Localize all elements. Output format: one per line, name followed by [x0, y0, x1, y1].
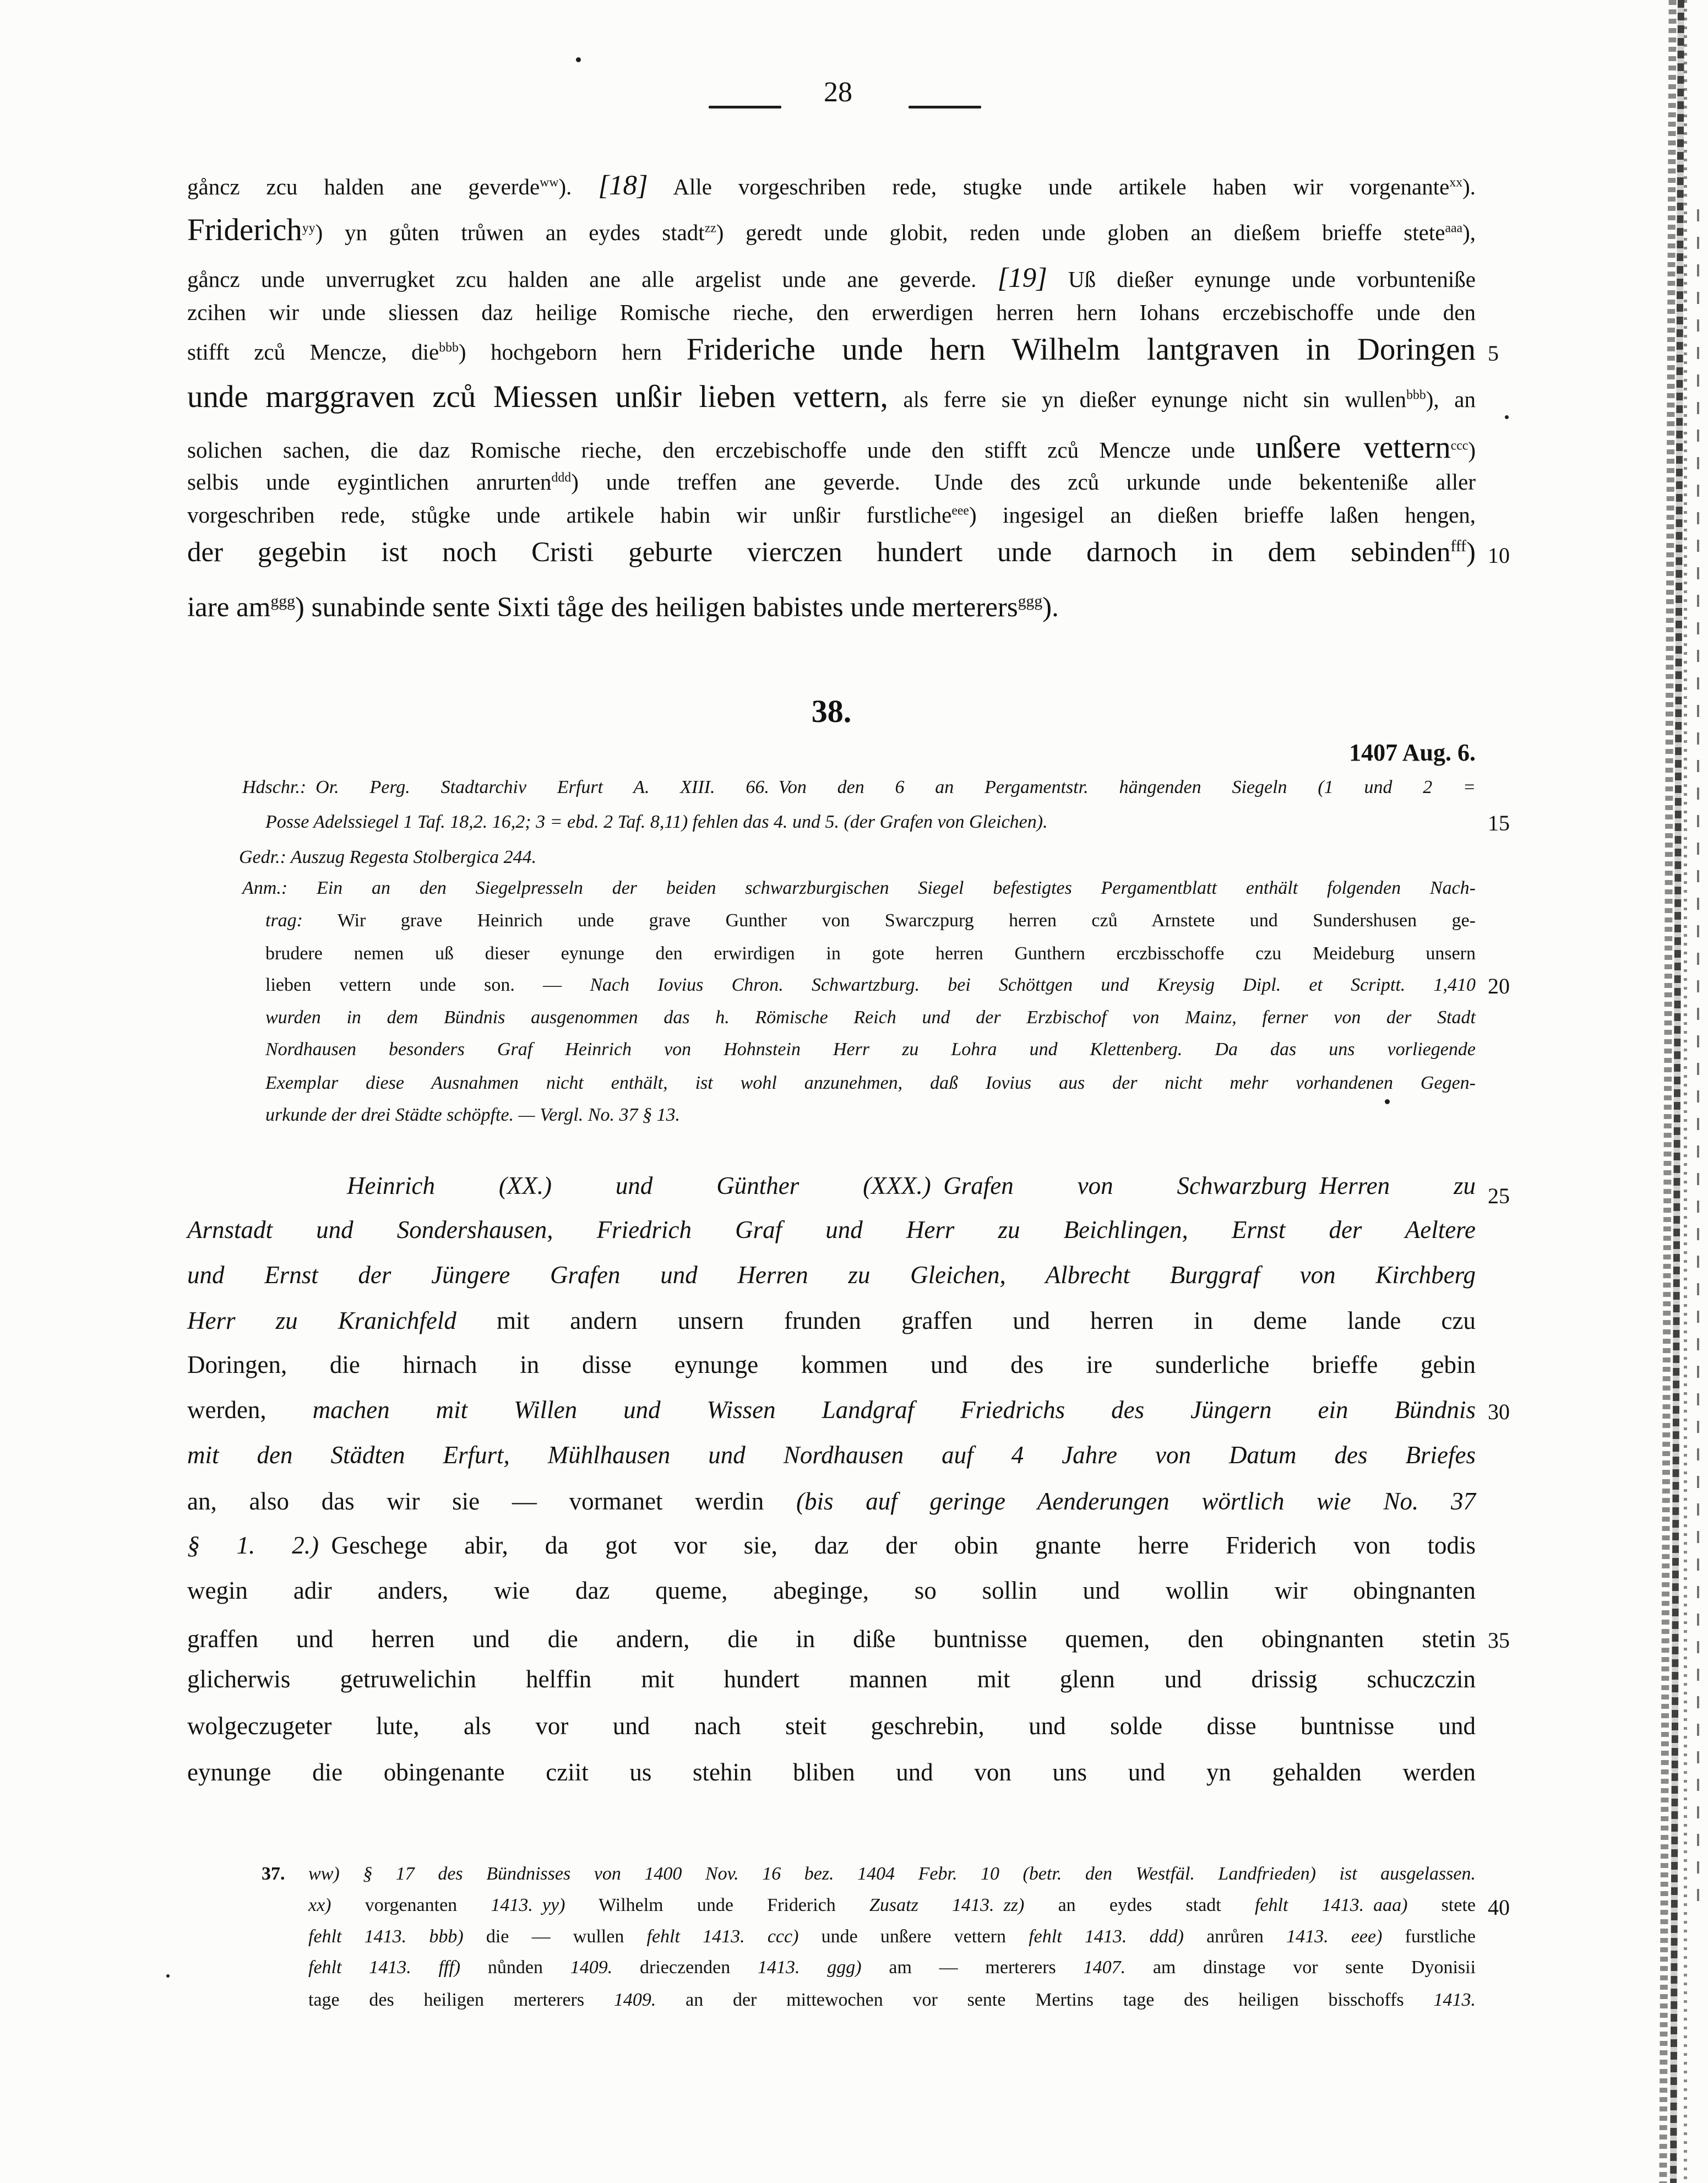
apparatus-line: trag: Wir grave Heinrich unde grave Gunther von Swarczpurg herren czů Arnstete und Sundershusen ge- [265, 910, 1476, 931]
margin-line-number: 15 [1488, 811, 1510, 835]
apparatus-line: lieben vettern unde son. — Nach Iovius Chron. Schwartzburg. bei Schöttgen und Kreysig Dipl. et Scriptt. 1,410 [265, 975, 1476, 995]
apparatus-line: urkunde der drei Städte schöpfte. — Vergl. No. 37 § 13. [265, 1105, 680, 1125]
apparatus-line: Posse Adelssiegel 1 Taf. 18,2. 16,2; 3 = ebd. 2 Taf. 8,11) fehlen das 4. und 5. (der Grafen von Gleichen). [265, 812, 1048, 832]
doc-text-line: § 1. 2.) Geschege abir, da got vor sie, daz der obin gnante herre Friderich von todis [187, 1532, 1476, 1559]
margin-line-number: 40 [1488, 1895, 1510, 1920]
transcription-line: gåncz zcu halden ane geverde$^{ww}$). [18] Alle vorgeschriben rede, stugke unde artikele haben wir vorgenante$^{xx}$). [187, 170, 1476, 200]
footnote-line: fehlt 1413. bbb) die — wullen fehlt 1413. ccc) unde unßere vettern fehlt 1413. ddd) anrůren 1413. eee) furstliche [308, 1926, 1476, 1947]
doc-text-line: wolgeczugeter lute, als vor und nach steit geschrebin, und solde disse buntnisse und [187, 1712, 1476, 1740]
transcription-line: selbis unde eygintlichen anrurten$^{ddd}$) unde treffen ane geverde. Unde des zců urkunde unde bekenteniße aller [187, 469, 1476, 495]
apparatus-line-hdschr: Hdschr.: Or. Perg. Stadtarchiv Erfurt A. XIII. 66. Von den 6 an Pergamentstr. hängenden Siegeln (1 und 2 = [242, 777, 1476, 797]
scan-artifact-stripe [1697, 209, 1699, 1916]
doc-text-line: mit den Städten Erfurt, Mühlhausen und Nordhausen auf 4 Jahre von Datum des Briefes [187, 1441, 1476, 1469]
doc-text-line: wegin adir anders, wie daz queme, abeginge, so sollin und wollin wir obingnanten [187, 1577, 1476, 1604]
doc-text-line: Herr zu Kranichfeld mit andern unsern frunden graffen und herren in deme lande czu [187, 1307, 1476, 1334]
doc-text-line: werden, machen mit Willen und Wissen Landgraf Friedrichs des Jüngern ein Bündnis [187, 1396, 1476, 1424]
scan-speck [576, 57, 581, 62]
transcription-line: zcihen wir unde sliessen daz heilige Romische rieche, den erwerdigen herren hern Iohans erczebischoffe unde den [187, 300, 1476, 325]
transcription-line: iare $am^{ggg}$) sunabinde sente Sixti tåge des heiligen babistes unde merterers$^{ggg}$). [187, 592, 1059, 623]
margin-line-number: 10 [1488, 543, 1510, 568]
footnote-line: 37. ww) § 17 des Bündnisses von 1400 Nov. 16 bez. 1404 Febr. 10 (betr. den Westfäl. Landfrieden) ist ausgelassen. [262, 1864, 1476, 1884]
doc-text-line: graffen und herren und die andern, die in diße buntnisse quemen, den obingnanten stetin [187, 1625, 1476, 1653]
margin-line-number: 20 [1488, 974, 1510, 998]
scan-artifact-stripe [1659, 0, 1676, 2183]
scan-artifact-stripe [1670, 0, 1684, 2183]
apparatus-line-gedr: Gedr.: Auszug Regesta Stolbergica 244. [239, 847, 537, 867]
doc-text-line: Arnstadt und Sondershausen, Friedrich Graf und Herr zu Beichlingen, Ernst der Aeltere [187, 1216, 1476, 1243]
apparatus-line-anm: Anm.: Ein an den Siegelpresseln der beiden schwarzburgischen Siegel befestigtes Pergamentblatt enthält folgenden Nach- [242, 878, 1476, 898]
transcription-line: solichen sachen, die daz Romische rieche, den erczebischoffe unde den stifft zců Mencze unde unßere vettern$^{ccc}$) [187, 430, 1476, 465]
doc-text-line: glicherwis getruwelichin helffin mit hundert mannen mit glenn und drissig schuczczin [187, 1665, 1476, 1693]
footnote-line: xx) vorgenanten 1413. yy) Wilhelm unde Friderich Zusatz 1413. zz) an eydes stadt fehlt 1413. aaa) stete [308, 1895, 1476, 1915]
doc-text-line: Doringen, die hirnach in disse eynunge kommen und des ire sunderliche brieffe gebin [187, 1351, 1476, 1378]
transcription-line: Friderich$^{yy}$) yn gůten trůwen an eydes stadt$^{zz}$) geredt unde globit, reden unde globen an dießem brieffe stete$^{aaa}$), [187, 213, 1476, 247]
scan-speck [1505, 415, 1509, 419]
page-number: 28 [824, 77, 852, 108]
doc-text-line: eynunge die obingenante cziit us stehin bliben und von uns und yn gehalden werden [187, 1758, 1476, 1786]
apparatus-line: brudere nemen uß dieser eynunge den erwirdigen in gote herren Gunthern erczbisschoffe czu Meideburg unsern [265, 943, 1476, 964]
scan-artifact-stripe [1684, 0, 1687, 2183]
scan-speck [1385, 1099, 1390, 1104]
doc-text-line: und Ernst der Jüngere Grafen und Herren zu Gleichen, Albrecht Burggraf von Kirchberg [187, 1261, 1476, 1289]
footnote-line: tage des heiligen merterers 1409. an der mittewochen vor sente Mertins tage des heiligen bisschoffs 1413. [308, 1990, 1476, 2010]
transcription-line: gåncz unde unverrugket zcu halden ane alle argelist unde ane geverde. [19] Uß dießer eynunge unde vorbunteniße [187, 262, 1476, 293]
header-rule-right [909, 106, 981, 108]
margin-line-number: 5 [1488, 341, 1499, 366]
apparatus-line: wurden in dem Bündnis ausgenommen das h. Römische Reich und der Erzbischof von Mainz, ferner von der Stadt [265, 1007, 1476, 1028]
apparatus-line: Nordhausen besonders Graf Heinrich von Hohnstein Herr zu Lohra und Klettenberg. Da das uns vorliegende [265, 1039, 1476, 1060]
transcription-line: stifft zců Mencze, die$^{bbb}$) hochgeborn hern Frideriche unde hern Wilhelm lantgraven in Doringen [187, 332, 1476, 367]
scan-speck [166, 1974, 170, 1978]
header-rule-left [709, 106, 781, 108]
transcription-line: vorgeschriben rede, stůgke unde artikele habin wir unßir furstliche$^{eee}$) ingesigel an dießen brieffe laßen hengen, [187, 502, 1476, 528]
margin-line-number: 35 [1488, 1628, 1510, 1653]
margin-line-number: 25 [1488, 1183, 1510, 1208]
apparatus-line: Exemplar diese Ausnahmen nicht enthält, ist wohl anzunehmen, daß Iovius aus der nicht mehr vorhandenen Gegen- [265, 1073, 1476, 1093]
transcription-line: unde marggraven zců Miessen unßir lieben vettern, als ferre sie yn dießer eynunge nicht sin wullen$^{bbb}$), an [187, 379, 1476, 414]
margin-line-number: 30 [1488, 1399, 1510, 1424]
doc-text-line: an, also das wir sie — vormanet werdin (bis auf geringe Aenderungen wörtlich wie No. 37 [187, 1487, 1476, 1515]
transcription-line: der gegebin ist noch Cristi geburte vierczen hundert unde darnoch in dem sebinden$^{fff}$) [187, 537, 1476, 568]
date-heading: 1407 Aug. 6. [1349, 739, 1476, 766]
footnote-line: fehlt 1413. fff) nůnden 1409. drieczenden 1413. ggg) am — merterers 1407. am dinstage vor sente Dyonisii [308, 1957, 1476, 1978]
doc-text-line: Heinrich (XX.) und Günther (XXX.) Grafen von Schwarzburg Herren zu [347, 1172, 1476, 1199]
section-number: 38. [811, 693, 852, 729]
